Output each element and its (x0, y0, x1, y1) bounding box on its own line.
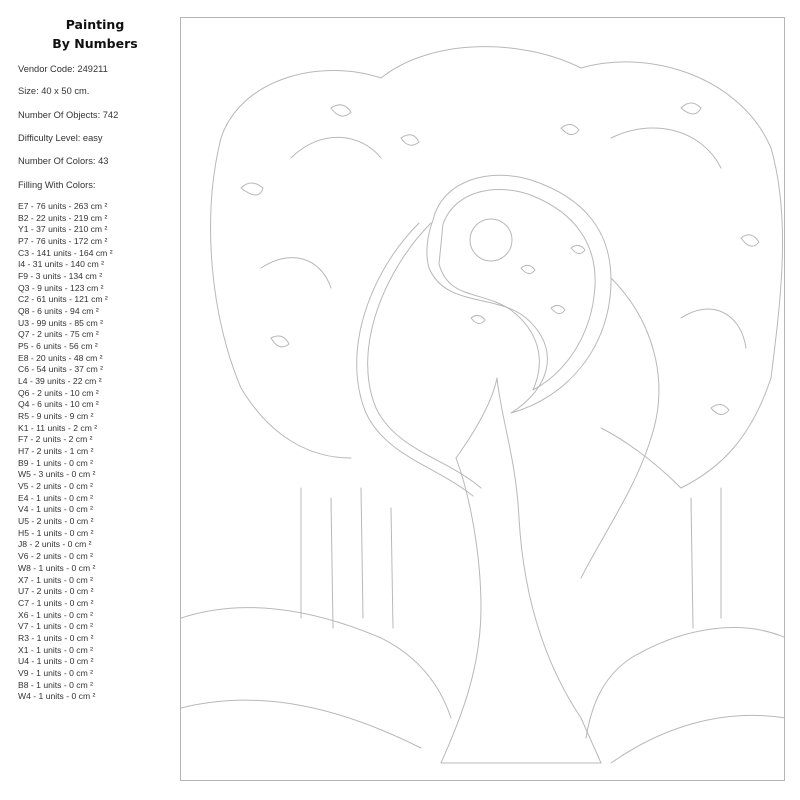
color-entry: F9 - 3 units - 134 cm ² (18, 271, 103, 282)
color-entry: W4 - 1 units - 0 cm ² (18, 691, 96, 702)
color-entry: C2 - 61 units - 121 cm ² (18, 294, 108, 305)
title-line-2: By Numbers (52, 36, 138, 51)
color-entry: Y1 - 37 units - 210 cm ² (18, 224, 108, 235)
color-entry: W8 - 1 units - 0 cm ² (18, 562, 96, 573)
color-entry: V9 - 1 units - 0 cm ² (18, 667, 93, 678)
vendor-code: Vendor Code: 249211 (18, 64, 108, 74)
color-entry: E8 - 20 units - 48 cm ² (18, 352, 103, 363)
color-entry: H5 - 1 units - 0 cm ² (18, 527, 94, 538)
color-entry: X1 - 1 units - 0 cm ² (18, 644, 93, 655)
color-entry: E4 - 1 units - 0 cm ² (18, 492, 93, 503)
color-entry: K1 - 11 units - 2 cm ² (18, 422, 98, 433)
colors-count: Number Of Colors: 43 (18, 156, 109, 166)
color-entry: X6 - 1 units - 0 cm ² (18, 609, 93, 620)
color-entry: U7 - 2 units - 0 cm ² (18, 586, 94, 597)
color-entry: P5 - 6 units - 56 cm ² (18, 341, 98, 352)
color-entry: L4 - 39 units - 22 cm ² (18, 376, 102, 387)
color-entry: V4 - 1 units - 0 cm ² (18, 504, 93, 515)
color-entry: B8 - 1 units - 0 cm ² (18, 679, 93, 690)
moon-inner (439, 189, 595, 390)
color-entry: E7 - 76 units - 263 cm ² (18, 201, 108, 211)
color-entry: Q4 - 6 units - 10 cm ² (18, 399, 99, 410)
title-line-1: Painting (65, 17, 125, 32)
difficulty-level: Difficulty Level: easy (18, 133, 103, 143)
coloring-canvas (180, 17, 785, 781)
color-entry: W5 - 3 units - 0 cm ² (18, 469, 96, 480)
color-entry: U5 - 2 units - 0 cm ² (18, 516, 94, 527)
color-entry: C7 - 1 units - 0 cm ² (18, 597, 94, 608)
color-entry: V5 - 2 units - 0 cm ² (18, 481, 93, 492)
right-branch (581, 278, 659, 578)
color-entry: R5 - 9 units - 9 cm ² (18, 411, 94, 422)
left-branch-inner (357, 223, 473, 496)
color-list (18, 201, 113, 703)
info-sidebar (0, 0, 178, 800)
color-entry: C3 - 141 units - 164 cm ² (18, 247, 113, 258)
color-entry: U4 - 1 units - 0 cm ² (18, 656, 94, 667)
color-entry: C6 - 54 units - 37 cm ² (18, 364, 104, 375)
color-entry: I4 - 31 units - 140 cm ² (18, 259, 104, 270)
color-entry: B2 - 22 units - 219 cm ² (18, 212, 108, 223)
color-entry: Q6 - 2 units - 10 cm ² (18, 387, 99, 398)
color-entry: J8 - 2 units - 0 cm ² (18, 539, 92, 550)
ground-right (586, 628, 785, 738)
objects-count: Number Of Objects: 742 (18, 110, 119, 120)
color-entry: Q3 - 9 units - 123 cm ² (18, 282, 104, 293)
color-entry: V7 - 1 units - 0 cm ² (18, 621, 93, 632)
tree-trunk (441, 378, 601, 763)
moon-outline (427, 175, 611, 413)
color-entry: R3 - 1 units - 0 cm ² (18, 632, 94, 643)
color-entry: P7 - 76 units - 172 cm ² (18, 236, 108, 247)
color-entry: U3 - 99 units - 85 cm ² (18, 317, 104, 328)
color-entry: H7 - 2 units - 1 cm ² (18, 446, 94, 457)
color-entry: Q7 - 2 units - 75 cm ² (18, 329, 99, 340)
line-art (181, 18, 785, 781)
color-entry: Q8 - 6 units - 94 cm ² (18, 306, 99, 317)
color-entry: F7 - 2 units - 2 cm ² (18, 434, 93, 445)
color-entry: B9 - 1 units - 0 cm ² (18, 457, 93, 468)
color-entry: X7 - 1 units - 0 cm ² (18, 574, 93, 585)
color-entry: V6 - 2 units - 0 cm ² (18, 551, 93, 562)
filling-label: Filling With Colors: (18, 180, 96, 190)
canvas-size: Size: 40 x 50 cm. (18, 86, 90, 96)
left-branch (368, 223, 481, 488)
moon-circle (470, 219, 512, 261)
